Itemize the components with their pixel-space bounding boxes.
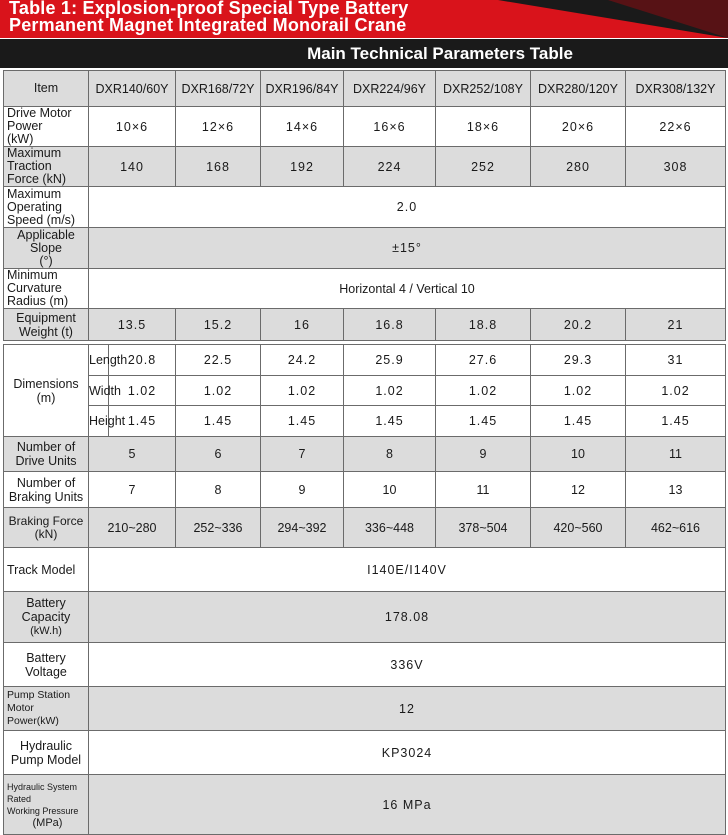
table-cell: 252 <box>436 147 531 187</box>
table-cell: 22×6 <box>626 107 726 147</box>
header-model: DXR196/84Y <box>261 71 344 107</box>
table-cell: 168 <box>176 147 261 187</box>
row-label-line: Motor Power(kW) <box>7 702 59 727</box>
row-label-line: (kW) <box>7 132 34 146</box>
dimensions-table <box>3 344 726 437</box>
table-cell-merged: KP3024 <box>89 731 726 775</box>
table-cell: 5 <box>89 437 176 472</box>
table-cell-merged: 336V <box>89 643 726 687</box>
table-row <box>4 437 726 472</box>
row-label-line: (°) <box>39 253 53 268</box>
table-cell: 18.8 <box>436 309 531 341</box>
title-banner <box>0 0 728 38</box>
header-model: DXR280/120Y <box>531 71 626 107</box>
table-row <box>4 472 726 508</box>
header-item: Item <box>4 71 89 107</box>
row-label <box>4 508 89 548</box>
row-label <box>4 147 89 187</box>
table-cell: 192 <box>261 147 344 187</box>
table-cell: 20×6 <box>531 107 626 147</box>
row-label <box>4 309 89 341</box>
table-cell: 1.45 <box>344 406 436 437</box>
row-label <box>4 472 89 508</box>
table-cell: 294~392 <box>261 508 344 548</box>
row-label <box>4 731 89 775</box>
dimensions-width-row <box>4 376 726 406</box>
table-cell: 378~504 <box>436 508 531 548</box>
row-label <box>4 107 89 147</box>
table-cell: 1.02 <box>109 376 176 406</box>
table-row <box>4 592 726 643</box>
table-cell: 9 <box>261 472 344 508</box>
table-cell-merged: 16 MPa <box>89 775 726 835</box>
table-row <box>4 107 726 147</box>
table-cell: 1.45 <box>176 406 261 437</box>
table-cell: 20.2 <box>531 309 626 341</box>
table-row <box>4 687 726 731</box>
row-label-line: Force (kN) <box>7 172 67 186</box>
row-label-line: (MPa) <box>32 816 63 829</box>
table-cell: 1.02 <box>436 376 531 406</box>
row-label <box>4 643 89 687</box>
table-row <box>4 269 726 309</box>
table-cell: 12 <box>531 472 626 508</box>
table-cell: 11 <box>436 472 531 508</box>
table-cell: 14×6 <box>261 107 344 147</box>
table-cell: 7 <box>89 472 176 508</box>
table-cell: 10 <box>344 472 436 508</box>
table-cell: 31 <box>626 345 726 376</box>
row-label-line: Track Model <box>7 562 76 577</box>
table-cell: 27.6 <box>436 345 531 376</box>
row-label-line: Pump Station <box>7 689 71 701</box>
row-label-line: (kN) <box>34 526 58 541</box>
header-model: DXR168/72Y <box>176 71 261 107</box>
row-label-line: Speed (m/s) <box>7 212 76 227</box>
table-cell-merged: Horizontal 4 / Vertical 10 <box>89 269 726 309</box>
table-row <box>4 309 726 341</box>
parameters-table-lower <box>3 436 726 835</box>
table-cell: 16.8 <box>344 309 436 341</box>
row-label-line: Battery <box>26 650 66 665</box>
row-label-line: (kW.h) <box>30 625 62 637</box>
table-cell: 308 <box>626 147 726 187</box>
row-label-line: Voltage <box>25 664 67 679</box>
table-cell: 22.5 <box>176 345 261 376</box>
table-cell: 25.9 <box>344 345 436 376</box>
page-title-line1: Table 1: Explosion-proof Special Type Battery <box>9 0 409 18</box>
row-label <box>4 687 89 731</box>
dimension-sublabel: Height <box>89 406 109 437</box>
table-cell: 6 <box>176 437 261 472</box>
row-label-line: Drive Units <box>15 454 77 468</box>
parameters-table <box>3 70 726 341</box>
table-cell: 18×6 <box>436 107 531 147</box>
dimensions-length-row <box>4 345 726 376</box>
row-label-line: Maximum Traction <box>7 146 62 173</box>
table-cell: 1.02 <box>626 376 726 406</box>
row-label <box>4 592 89 643</box>
row-label-line: Applicable Slope <box>17 227 75 255</box>
table-cell: 1.45 <box>261 406 344 437</box>
table-cell: 11 <box>626 437 726 472</box>
table-row <box>4 775 726 835</box>
header-model: DXR308/132Y <box>626 71 726 107</box>
header-row <box>4 71 726 107</box>
row-label-line: Dimensions <box>13 376 79 391</box>
table-cell: 21 <box>626 309 726 341</box>
header-model: DXR224/96Y <box>344 71 436 107</box>
table-row <box>4 228 726 269</box>
row-label <box>4 775 89 835</box>
page-title-line2: Permanent Magnet Integrated Monorail Crane <box>9 15 407 35</box>
table-row <box>4 731 726 775</box>
table-cell: 1.02 <box>176 376 261 406</box>
table-cell: 16 <box>261 309 344 341</box>
table-cell-merged: 178.08 <box>89 592 726 643</box>
table-cell: 8 <box>176 472 261 508</box>
table-cell: 20.8 <box>109 345 176 376</box>
row-label <box>4 228 89 269</box>
table-cell: 9 <box>436 437 531 472</box>
table-cell: 252~336 <box>176 508 261 548</box>
row-label-line: Capacity <box>21 610 71 624</box>
page-title <box>9 0 408 34</box>
row-label <box>4 437 89 472</box>
table-cell: 210~280 <box>89 508 176 548</box>
row-label-line: Drive Motor Power <box>7 106 72 133</box>
row-label <box>4 345 89 437</box>
table-cell: 280 <box>531 147 626 187</box>
row-label-line: (m) <box>36 390 56 405</box>
row-label-line: Number of <box>16 475 76 490</box>
row-label-line: Pump Model <box>10 752 82 767</box>
table-cell: 10 <box>531 437 626 472</box>
row-label <box>4 187 89 228</box>
dimensions-height-row <box>4 406 726 437</box>
table-cell-merged: 2.0 <box>89 187 726 228</box>
table-cell: 10×6 <box>89 107 176 147</box>
row-label-line: Braking Units <box>8 489 84 504</box>
table-row <box>4 508 726 548</box>
table-cell-merged: I140E/I140V <box>89 548 726 592</box>
dimension-sublabel: Length <box>89 345 109 376</box>
row-label-line: Radius (m) <box>7 294 69 308</box>
table-row <box>4 187 726 228</box>
table-cell: 1.45 <box>626 406 726 437</box>
table-cell: 1.02 <box>344 376 436 406</box>
row-label-line: Maximum Operating <box>7 186 62 214</box>
table-cell-merged: 12 <box>89 687 726 731</box>
header-model: DXR140/60Y <box>89 71 176 107</box>
row-label-line: Battery <box>26 596 66 610</box>
table-row <box>4 643 726 687</box>
row-label <box>4 548 89 592</box>
table-cell: 24.2 <box>261 345 344 376</box>
table-cell: 16×6 <box>344 107 436 147</box>
table-row <box>4 147 726 187</box>
table-cell: 29.3 <box>531 345 626 376</box>
row-label-line: Hydraulic System Rated <box>7 781 78 804</box>
row-label-line: Number of <box>16 440 76 454</box>
header-model: DXR252/108Y <box>436 71 531 107</box>
row-label-line: Working Pressure <box>7 805 79 816</box>
table-cell: 12×6 <box>176 107 261 147</box>
table-cell-merged: ±15° <box>89 228 726 269</box>
table-cell: 462~616 <box>626 508 726 548</box>
table-cell: 7 <box>261 437 344 472</box>
banner-accent-corner <box>608 0 728 38</box>
row-label <box>4 269 89 309</box>
table-cell: 13.5 <box>89 309 176 341</box>
table-title: Main Technical Parameters Table <box>307 44 573 63</box>
table-cell: 8 <box>344 437 436 472</box>
row-label-line: Braking Force <box>8 513 84 528</box>
table-cell: 15.2 <box>176 309 261 341</box>
table-row <box>4 548 726 592</box>
dimension-sublabel: Width <box>89 376 109 406</box>
table-title-bar <box>0 39 728 68</box>
table-cell: 1.02 <box>261 376 344 406</box>
table-cell: 1.45 <box>436 406 531 437</box>
table-cell: 1.02 <box>531 376 626 406</box>
table-cell: 13 <box>626 472 726 508</box>
table-cell: 420~560 <box>531 508 626 548</box>
row-label-line: Hydraulic <box>19 738 73 753</box>
row-label-line: Weight (t) <box>19 324 73 339</box>
table-cell: 336~448 <box>344 508 436 548</box>
row-label-line: Minimum Curvature <box>7 268 62 295</box>
row-label-line: Equipment <box>16 310 76 325</box>
table-cell: 140 <box>89 147 176 187</box>
table-cell: 1.45 <box>531 406 626 437</box>
table-cell: 224 <box>344 147 436 187</box>
table-cell: 1.45 <box>109 406 176 437</box>
